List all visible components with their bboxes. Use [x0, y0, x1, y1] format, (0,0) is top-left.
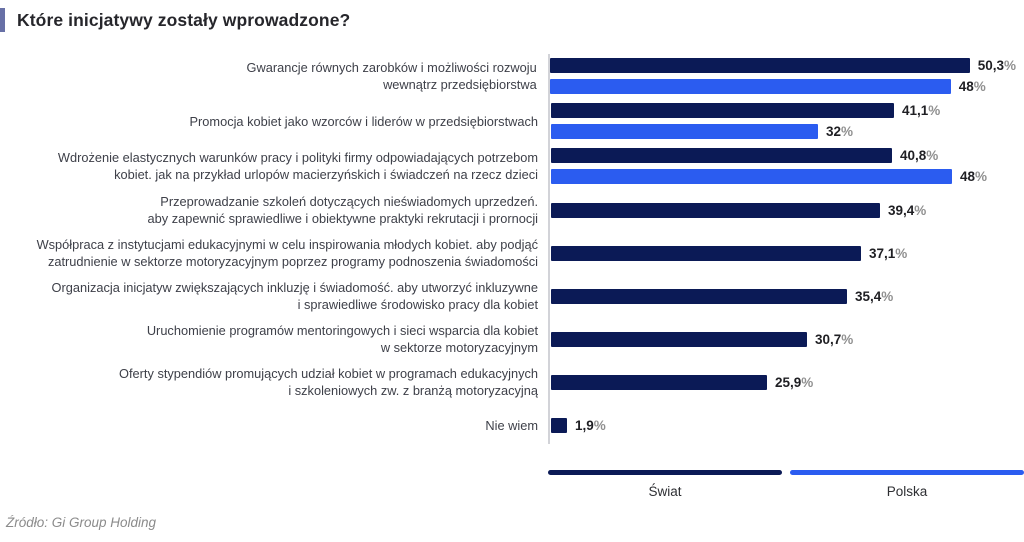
chart-row [8, 148, 1016, 184]
category-label: Nie wiem [485, 417, 538, 433]
bar-polska [551, 124, 818, 139]
bar-line [551, 169, 1016, 184]
bar-świat [551, 289, 847, 304]
category-label: Oferty stypendiów promujących udział kobiet w programach edukacyjnych i szkoleniowych zw. z branżą motoryzacyjną [119, 366, 538, 398]
bar-świat [551, 418, 567, 433]
legend-item-polska [790, 470, 1024, 501]
value-label: 40,8% [900, 148, 939, 163]
page-title: Które inicjatywy zostały wprowadzone? [17, 9, 351, 30]
value-label: 39,4% [888, 202, 927, 218]
bar-świat [551, 203, 880, 218]
bar-line [551, 375, 1016, 390]
category-label: Wdrożenie elastycznych warunków pracy i polityki firmy odpowiadających potrzebom kobiet. jak na przykład urlopów macierzyńskich i świadczeń na rzecz dzieci [57, 150, 538, 182]
chart-row [8, 236, 1016, 270]
legend-item-swiat [548, 470, 782, 501]
bar-group [548, 193, 1016, 227]
value-label: 30,7% [815, 331, 854, 347]
bar-line [550, 58, 1016, 73]
bar-group [548, 148, 1016, 184]
category-label: Przeprowadzanie szkoleń dotyczących nieświadomych uprzedzeń. aby zapewnić sprawiedliwe i obiektywne praktyki rekrutacji i prornocji [147, 194, 538, 226]
title-accent-bar [0, 8, 5, 32]
bar-group [548, 103, 1016, 139]
value-label: 50,3% [977, 58, 1016, 73]
legend-swatch-polska [790, 470, 1024, 475]
bar-świat [551, 103, 894, 118]
bar-świat [551, 148, 892, 163]
bar-line [551, 246, 1016, 261]
bar-świat [551, 332, 807, 347]
category-label: Promocja kobiet jako wzorców i liderów w przedsiębiorstwach [189, 113, 538, 129]
value-label: 41,1% [902, 103, 941, 118]
bar-line [551, 203, 1016, 218]
bar-polska [551, 169, 952, 184]
value-label: 25,9% [775, 374, 814, 390]
bar-group [548, 408, 1016, 442]
bar-group [548, 236, 1016, 270]
page-header [0, 0, 1024, 32]
bar-line [551, 289, 1016, 304]
chart-row [8, 58, 1016, 94]
chart-row [8, 322, 1016, 356]
category-label: Gwarancje równych zarobków i możliwości rozwoju wewnątrz przedsiębiorstwa [246, 60, 537, 92]
chart-row [8, 365, 1016, 399]
category-label: Współpraca z instytucjami edukacyjnymi w celu inspirowania młodych kobiet. aby podjąć zatrudnienie w sektorze motoryzacyjnym poprzez programy podnoszenia świadomości [36, 237, 538, 269]
bar-polska [550, 79, 951, 94]
bar-line [551, 103, 1016, 118]
chart-legend [548, 470, 1024, 501]
category-label: Organizacja inicjatyw zwiększających inkluzję i świadomość. aby utworzyć inkluzywne i sprawiedliwe środowisko pracy dla kobiet [51, 280, 538, 312]
bar-line [551, 124, 1016, 139]
chart-row [8, 103, 1016, 139]
bar-line [551, 418, 1016, 433]
bar-group [547, 58, 1016, 94]
bar-świat [550, 58, 970, 73]
bar-line [550, 79, 1016, 94]
legend-label-swiat: Świat [648, 484, 682, 499]
category-label: Uruchomienie programów mentoringowych i sieci wsparcia dla kobiet w sektorze motoryzacyjnym [146, 323, 538, 355]
bar-świat [551, 246, 861, 261]
value-label: 48% [960, 169, 988, 184]
bar-group [548, 365, 1016, 399]
y-axis-line [548, 54, 550, 444]
chart-rows [8, 58, 1016, 442]
value-label: 37,1% [869, 245, 908, 261]
legend-label-polska: Polska [886, 484, 928, 499]
bar-group [548, 322, 1016, 356]
bar-chart [8, 58, 1016, 442]
chart-row [8, 193, 1016, 227]
bar-line [551, 148, 1016, 163]
value-label: 1,9% [575, 417, 606, 433]
bar-line [551, 332, 1016, 347]
value-label: 48% [958, 79, 986, 94]
bar-group [548, 279, 1016, 313]
chart-row [8, 279, 1016, 313]
source-credit: Źródło: Gi Group Holding [6, 515, 157, 530]
chart-row [8, 408, 1016, 442]
value-label: 35,4% [855, 288, 894, 304]
legend-swatch-swiat [548, 470, 782, 475]
value-label: 32% [826, 124, 854, 139]
bar-świat [551, 375, 767, 390]
